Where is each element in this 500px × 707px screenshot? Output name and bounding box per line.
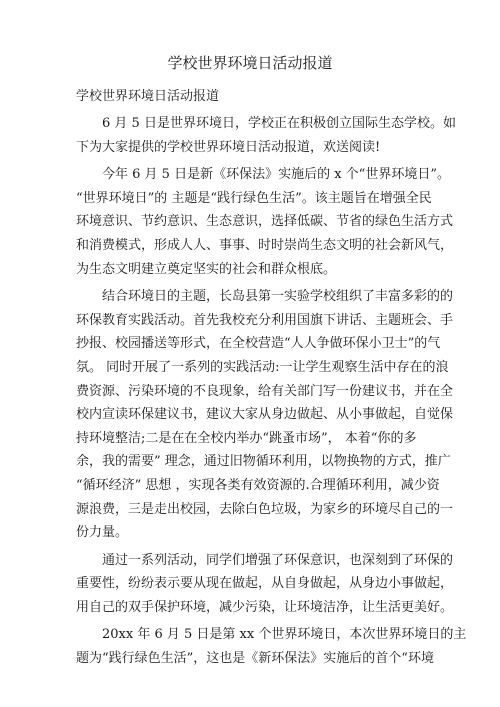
paragraph-line: 用自己的双手保护环境，减少污染，让环境洁净，让生活更美好。 <box>76 599 454 615</box>
paragraph-line: 重要性，纷纷表示要从现在做起，从自身做起，从身边小事做起， <box>76 576 454 592</box>
paragraph-line: 题为“践行绿色生活”，这也是《新环保法》实施后的首个“环境 <box>76 651 434 667</box>
paragraph <box>76 112 456 159</box>
paragraph-line: 环境意识、节约意识、生态意识，选择低碳、节省的绿色生活方式 <box>76 214 454 230</box>
paragraph-line: 持环境整洁;二是在在全校内举办“跳蚤市场”， 本着“你的多 <box>76 430 417 446</box>
paragraph-line: 环保教育实践活动。首先我校充分利用国旗下讲话、主题班会、手 <box>76 312 454 328</box>
paragraph-line: “循环经济” 思想 ，实现各类有效资源的.合理循环利用，减少资 <box>76 477 440 493</box>
paragraph-line: 源浪费，三是走出校园，去除白色垃圾，为家乡的环境尽自己的一 <box>76 501 454 517</box>
document-subtitle: 学校世界环境日活动报道 <box>76 89 220 104</box>
paragraph-line: 20xx 年 6 月 5 日是第 xx 个世界环境日，本次世界环境日的主 <box>102 627 467 643</box>
paragraph-line: 通过一系列活动，同学们增强了环保意识，也深刻到了环保的 <box>102 552 454 568</box>
paragraph-line: “世界环境日”的 主题是“践行绿色生活”。该主题旨在增强全民 <box>76 190 432 206</box>
document-title: 学校世界环境日活动报道 <box>167 54 333 72</box>
paragraph-line: 抄报、校园播送等形式，在全校营造“人人争做环保小卫士”的气 <box>76 336 441 352</box>
paragraph-line: 费资源、污染环境的不良现象，给有关部门写一份建议书，并在全 <box>76 383 454 399</box>
paragraph-line: 余，我的需要” 理念，通过旧物循环利用，以物换物的方式，推广 <box>76 454 451 470</box>
paragraph-line: 今年 6 月 5 日是新《环保法》实施后的 x 个“世界环境日”。 <box>102 167 450 183</box>
paragraph-line: 下为大家提供的学校世界环境日活动报道，欢送阅读! <box>76 139 381 155</box>
paragraph-line: 6 月 5 日是世界环境日，学校正在积极创立国际生态学校。如 <box>102 116 456 131</box>
paragraph-line: 和消费模式，形成人人、事事、时时崇尚生态文明的社会新风气， <box>76 237 454 253</box>
paragraph <box>76 163 454 281</box>
document-body <box>76 112 467 671</box>
paragraph-line: 结合环境日的主题，长岛县第一实验学校组织了丰富多彩的的 <box>102 289 454 305</box>
paragraph <box>76 623 467 670</box>
paragraph-line: 校内宣读环保建议书，建议大家从身边做起、从小事做起，自觉保 <box>76 407 454 423</box>
paragraph-line: 氛。 同时开展了一系列的实践活动:一让学生观察生活中存在的浪 <box>76 359 449 375</box>
paragraph <box>76 549 454 620</box>
paragraph-line: 份力量。 <box>76 525 129 541</box>
paragraph-line: 为生态文明建立奠定坚实的社会和群众根底。 <box>76 261 337 277</box>
paragraph <box>76 285 454 545</box>
